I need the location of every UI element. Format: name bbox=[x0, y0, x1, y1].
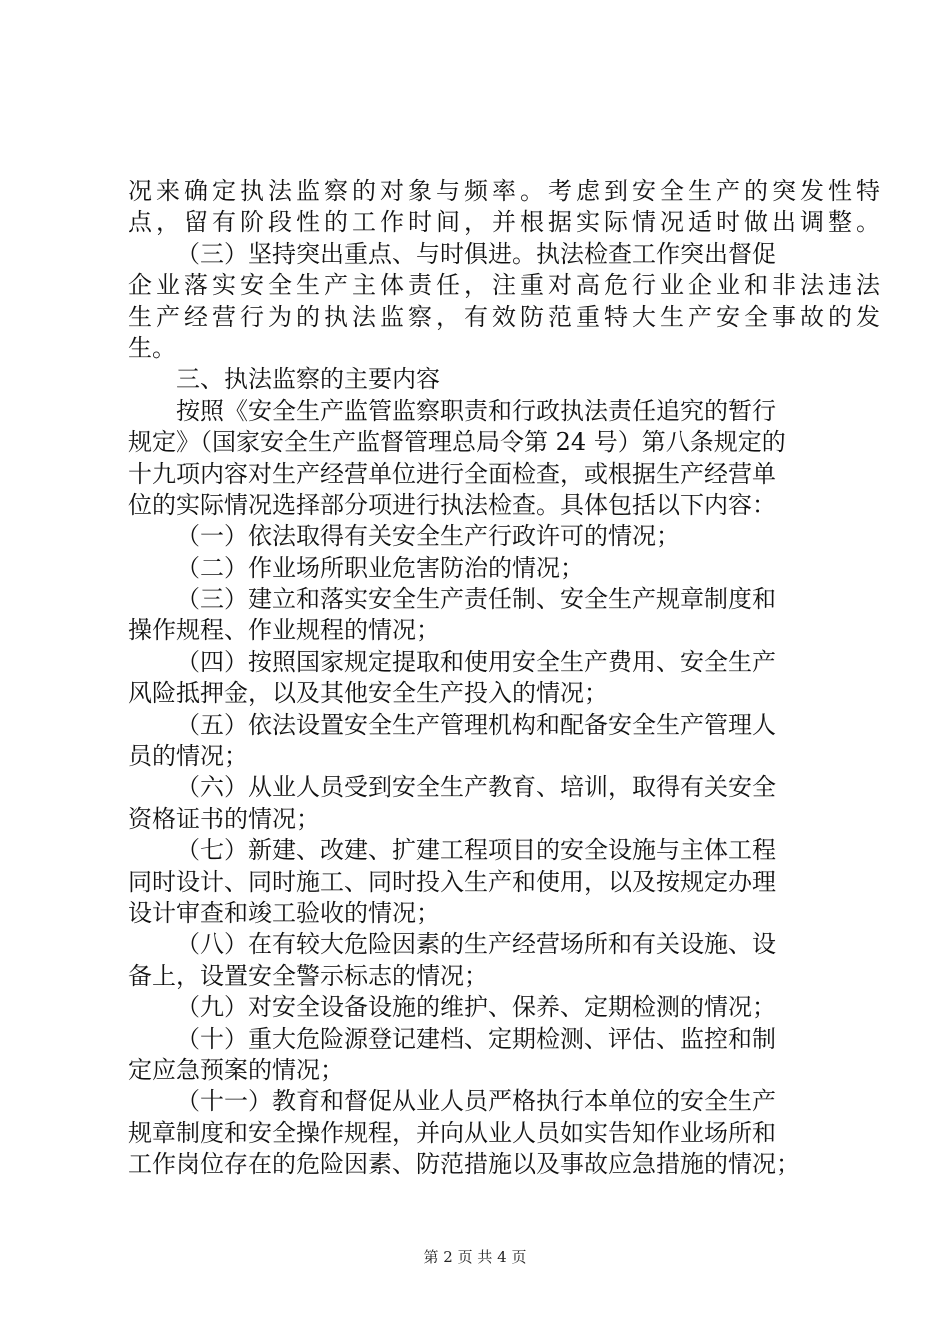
list-item: （一）依法取得有关安全生产行政许可的情况； bbox=[176, 522, 680, 551]
paragraph-line: 企业落实安全生产主体责任，注重对高危行业企业和非法违法 bbox=[128, 271, 884, 300]
list-item: （十一）教育和督促从业人员严格执行本单位的安全生产 bbox=[176, 1087, 776, 1116]
list-item-continuation: 资格证书的情况； bbox=[128, 804, 320, 833]
list-item: （三）建立和落实安全生产责任制、安全生产规章制度和 bbox=[176, 585, 776, 614]
paragraph-line: 十九项内容对生产经营单位进行全面检查，或根据生产经营单 bbox=[128, 459, 776, 488]
list-item-continuation: 工作岗位存在的危险因素、防范措施以及事故应急措施的情况； bbox=[128, 1150, 800, 1179]
list-item-continuation: 定应急预案的情况； bbox=[128, 1055, 344, 1084]
paragraph-line: 生。 bbox=[128, 333, 176, 362]
paragraph-line: 位的实际情况选择部分项进行执法检查。具体包括以下内容： bbox=[128, 490, 776, 519]
list-item-continuation: 员的情况； bbox=[128, 742, 248, 771]
list-item: （七）新建、改建、扩建工程项目的安全设施与主体工程 bbox=[176, 836, 776, 865]
list-item-continuation: 同时设计、同时施工、同时投入生产和使用，以及按规定办理 bbox=[128, 867, 776, 896]
list-item: （二）作业场所职业危害防治的情况； bbox=[176, 553, 584, 582]
paragraph-line: 按照《安全生产监管监察职责和行政执法责任追究的暂行 bbox=[176, 396, 776, 425]
paragraph-line: 点，留有阶段性的工作时间，并根据实际情况适时做出调整。 bbox=[128, 208, 884, 237]
list-item-continuation: 备上，设置安全警示标志的情况； bbox=[128, 961, 488, 990]
paragraph-line: 生产经营行为的执法监察，有效防范重特大生产安全事故的发 bbox=[128, 302, 884, 331]
page-number-footer: 第 2 页 共 4 页 bbox=[423, 1248, 527, 1266]
paragraph-line: 规定》（国家安全生产监督管理总局令第 24 号）第八条规定的 bbox=[128, 428, 786, 457]
list-item-continuation: 设计审查和竣工验收的情况； bbox=[128, 898, 440, 927]
paragraph-line: 况来确定执法监察的对象与频率。考虑到安全生产的突发性特 bbox=[128, 177, 884, 205]
list-item-continuation: 风险抵押金，以及其他安全生产投入的情况； bbox=[128, 679, 608, 708]
document-body bbox=[128, 176, 884, 1181]
paragraph-line: （三）坚持突出重点、与时俱进。执法检查工作突出督促 bbox=[176, 239, 776, 268]
list-item-continuation: 操作规程、作业规程的情况； bbox=[128, 616, 440, 645]
list-item: （九）对安全设备设施的维护、保养、定期检测的情况； bbox=[176, 993, 776, 1022]
list-item: （六）从业人员受到安全生产教育、培训，取得有关安全 bbox=[176, 773, 776, 802]
section-heading: 三、执法监察的主要内容 bbox=[176, 365, 440, 394]
list-item: （五）依法设置安全生产管理机构和配备安全生产管理人 bbox=[176, 710, 776, 739]
list-item: （十）重大危险源登记建档、定期检测、评估、监控和制 bbox=[176, 1024, 776, 1053]
list-item: （八）在有较大危险因素的生产经营场所和有关设施、设 bbox=[176, 930, 776, 959]
list-item-continuation: 规章制度和安全操作规程，并向从业人员如实告知作业场所和 bbox=[128, 1118, 776, 1147]
list-item: （四）按照国家规定提取和使用安全生产费用、安全生产 bbox=[176, 647, 776, 676]
